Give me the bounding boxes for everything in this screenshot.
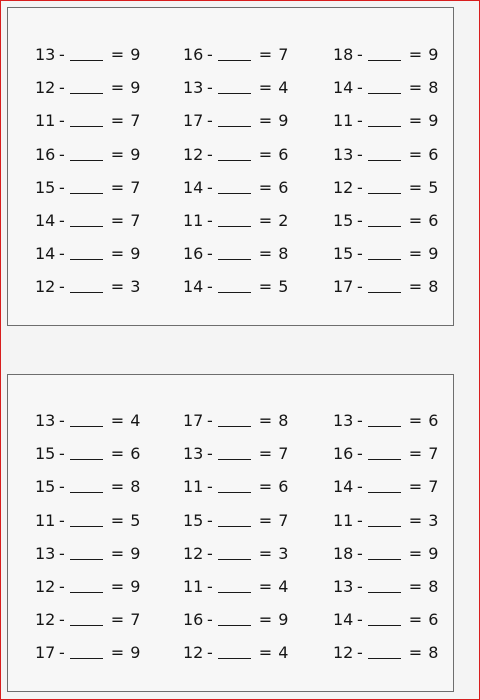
minuend: 17 — [183, 111, 204, 131]
answer-blank[interactable] — [368, 608, 401, 626]
subtraction-problem — [333, 275, 438, 299]
subtraction-problem — [333, 475, 438, 499]
result: 7 — [428, 444, 439, 464]
equals-sign: = — [408, 177, 423, 197]
minuend: 12 — [333, 643, 354, 663]
result: 6 — [428, 411, 439, 430]
answer-blank[interactable] — [368, 76, 401, 94]
answer-blank[interactable] — [368, 209, 401, 227]
answer-blank[interactable] — [218, 109, 251, 127]
minus-sign: - — [59, 78, 65, 98]
answer-blank[interactable] — [218, 641, 251, 659]
equals-sign: = — [258, 643, 273, 663]
result: 9 — [428, 45, 439, 64]
minus-sign: - — [357, 477, 363, 497]
answer-blank[interactable] — [218, 143, 251, 161]
result: 6 — [278, 177, 289, 197]
answer-blank[interactable] — [368, 442, 401, 460]
result: 7 — [130, 177, 141, 197]
result: 3 — [278, 543, 289, 563]
minus-sign: - — [357, 610, 363, 630]
minuend: 15 — [35, 477, 56, 497]
minuend: 16 — [183, 45, 204, 64]
minuend: 15 — [333, 244, 354, 264]
result: 8 — [428, 277, 439, 297]
answer-blank[interactable] — [368, 475, 401, 493]
subtraction-problem — [35, 176, 140, 200]
minus-sign: - — [59, 643, 65, 663]
minuend: 14 — [183, 277, 204, 297]
equals-sign: = — [408, 411, 423, 430]
minuend: 12 — [35, 577, 56, 596]
equals-sign: = — [110, 577, 125, 596]
result: 7 — [130, 211, 141, 230]
subtraction-problem — [183, 242, 288, 266]
equals-sign: = — [408, 244, 423, 264]
answer-blank[interactable] — [70, 109, 103, 127]
result: 9 — [130, 45, 141, 64]
minus-sign: - — [59, 111, 65, 131]
minuend: 12 — [35, 277, 56, 297]
minuend: 15 — [333, 211, 354, 230]
subtraction-problem — [183, 76, 288, 100]
subtraction-problem — [35, 542, 140, 566]
subtraction-problem — [35, 76, 140, 100]
minuend: 17 — [35, 643, 56, 663]
minuend: 11 — [183, 211, 204, 230]
result: 6 — [428, 144, 439, 164]
equals-sign: = — [110, 211, 125, 230]
result: 8 — [428, 577, 439, 596]
minus-sign: - — [207, 277, 213, 297]
result: 9 — [428, 111, 439, 131]
equals-sign: = — [408, 277, 423, 297]
answer-blank[interactable] — [218, 43, 251, 61]
subtraction-problem — [333, 43, 438, 67]
subtraction-problem — [183, 43, 288, 67]
subtraction-problem — [35, 442, 140, 466]
minuend: 16 — [183, 244, 204, 264]
minus-sign: - — [59, 411, 65, 430]
equals-sign: = — [258, 477, 273, 497]
result: 9 — [428, 244, 439, 264]
worksheet-section-1 — [7, 7, 454, 326]
result: 9 — [130, 643, 141, 663]
answer-blank[interactable] — [70, 209, 103, 227]
answer-blank[interactable] — [70, 608, 103, 626]
minuend: 14 — [333, 477, 354, 497]
equals-sign: = — [258, 543, 273, 563]
worksheet-section-2 — [7, 374, 454, 692]
result: 4 — [130, 411, 141, 430]
answer-blank[interactable] — [368, 509, 401, 527]
subtraction-problem — [35, 209, 140, 233]
equals-sign: = — [258, 144, 273, 164]
minus-sign: - — [357, 78, 363, 98]
minus-sign: - — [207, 45, 213, 64]
subtraction-problem — [183, 143, 288, 167]
minuend: 11 — [35, 111, 56, 131]
subtraction-problem — [183, 509, 288, 533]
result: 9 — [130, 78, 141, 98]
minuend: 17 — [333, 277, 354, 297]
answer-blank[interactable] — [368, 641, 401, 659]
minus-sign: - — [357, 444, 363, 464]
minuend: 13 — [35, 45, 56, 64]
answer-blank[interactable] — [218, 275, 251, 293]
minuend: 12 — [183, 543, 204, 563]
equals-sign: = — [408, 477, 423, 497]
minus-sign: - — [357, 510, 363, 530]
minuend: 11 — [35, 510, 56, 530]
minuend: 13 — [35, 411, 56, 430]
answer-blank[interactable] — [70, 575, 103, 593]
equals-sign: = — [408, 610, 423, 630]
equals-sign: = — [258, 45, 273, 64]
equals-sign: = — [110, 477, 125, 497]
equals-sign: = — [408, 577, 423, 596]
minuend: 11 — [183, 577, 204, 596]
equals-sign: = — [110, 244, 125, 264]
equals-sign: = — [110, 543, 125, 563]
result: 6 — [428, 211, 439, 230]
equals-sign: = — [408, 144, 423, 164]
minuend: 14 — [333, 610, 354, 630]
minus-sign: - — [357, 577, 363, 596]
minus-sign: - — [207, 643, 213, 663]
subtraction-problem — [183, 641, 288, 665]
subtraction-problem — [333, 641, 438, 665]
minuend: 12 — [333, 177, 354, 197]
subtraction-problem — [333, 509, 438, 533]
equals-sign: = — [258, 577, 273, 596]
equals-sign: = — [258, 111, 273, 131]
result: 4 — [278, 78, 289, 98]
result: 5 — [130, 510, 141, 530]
answer-blank[interactable] — [70, 176, 103, 194]
subtraction-problem — [333, 542, 438, 566]
minuend: 13 — [333, 577, 354, 596]
result: 3 — [130, 277, 141, 297]
minus-sign: - — [207, 78, 213, 98]
minuend: 12 — [183, 643, 204, 663]
minuend: 13 — [35, 543, 56, 563]
minuend: 12 — [183, 144, 204, 164]
equals-sign: = — [258, 411, 273, 430]
minus-sign: - — [207, 477, 213, 497]
answer-blank[interactable] — [70, 442, 103, 460]
subtraction-problem — [35, 242, 140, 266]
minus-sign: - — [59, 211, 65, 230]
answer-blank[interactable] — [218, 475, 251, 493]
equals-sign: = — [110, 610, 125, 630]
answer-blank[interactable] — [368, 176, 401, 194]
equals-sign: = — [408, 45, 423, 64]
subtraction-problem — [333, 109, 438, 133]
result: 4 — [278, 577, 289, 596]
answer-blank[interactable] — [218, 209, 251, 227]
minus-sign: - — [357, 543, 363, 563]
minus-sign: - — [207, 610, 213, 630]
subtraction-problem — [183, 409, 288, 433]
answer-blank[interactable] — [368, 109, 401, 127]
minus-sign: - — [207, 111, 213, 131]
result: 9 — [130, 577, 141, 596]
result: 8 — [278, 244, 289, 264]
subtraction-problem — [183, 542, 288, 566]
subtraction-problem — [35, 143, 140, 167]
minus-sign: - — [59, 144, 65, 164]
equals-sign: = — [408, 111, 423, 131]
answer-blank[interactable] — [70, 275, 103, 293]
equals-sign: = — [258, 510, 273, 530]
answer-blank[interactable] — [70, 641, 103, 659]
equals-sign: = — [408, 643, 423, 663]
minuend: 14 — [35, 211, 56, 230]
minuend: 15 — [35, 177, 56, 197]
minuend: 16 — [35, 144, 56, 164]
subtraction-problem — [183, 176, 288, 200]
minus-sign: - — [59, 543, 65, 563]
minuend: 17 — [183, 411, 204, 430]
result: 2 — [278, 211, 289, 230]
subtraction-problem — [183, 109, 288, 133]
subtraction-problem — [333, 608, 438, 632]
equals-sign: = — [258, 244, 273, 264]
equals-sign: = — [258, 610, 273, 630]
subtraction-problem — [35, 43, 140, 67]
result: 6 — [130, 444, 141, 464]
minuend: 11 — [183, 477, 204, 497]
result: 8 — [428, 78, 439, 98]
minus-sign: - — [207, 211, 213, 230]
minus-sign: - — [59, 477, 65, 497]
subtraction-problem — [183, 475, 288, 499]
result: 8 — [428, 643, 439, 663]
subtraction-problem — [183, 275, 288, 299]
answer-blank[interactable] — [70, 43, 103, 61]
minuend: 13 — [333, 411, 354, 430]
minus-sign: - — [357, 277, 363, 297]
answer-blank[interactable] — [218, 242, 251, 260]
equals-sign: = — [408, 211, 423, 230]
equals-sign: = — [110, 643, 125, 663]
answer-blank[interactable] — [70, 509, 103, 527]
subtraction-problem — [35, 608, 140, 632]
result: 7 — [278, 444, 289, 464]
minuend: 11 — [333, 111, 354, 131]
minuend: 13 — [183, 444, 204, 464]
subtraction-problem — [333, 176, 438, 200]
result: 9 — [130, 244, 141, 264]
answer-blank[interactable] — [368, 275, 401, 293]
subtraction-problem — [333, 76, 438, 100]
equals-sign: = — [408, 78, 423, 98]
equals-sign: = — [258, 177, 273, 197]
result: 6 — [428, 610, 439, 630]
subtraction-problem — [333, 442, 438, 466]
result: 5 — [428, 177, 439, 197]
minuend: 14 — [183, 177, 204, 197]
result: 7 — [278, 45, 289, 64]
result: 6 — [278, 477, 289, 497]
subtraction-problem — [35, 475, 140, 499]
subtraction-problem — [183, 442, 288, 466]
equals-sign: = — [110, 78, 125, 98]
minuend: 18 — [333, 45, 354, 64]
result: 8 — [130, 477, 141, 497]
answer-blank[interactable] — [70, 475, 103, 493]
answer-blank[interactable] — [70, 76, 103, 94]
minuend: 18 — [333, 543, 354, 563]
minus-sign: - — [59, 610, 65, 630]
minus-sign: - — [357, 144, 363, 164]
answer-blank[interactable] — [368, 43, 401, 61]
answer-blank[interactable] — [218, 608, 251, 626]
equals-sign: = — [110, 45, 125, 64]
equals-sign: = — [110, 510, 125, 530]
minuend: 13 — [183, 78, 204, 98]
equals-sign: = — [110, 144, 125, 164]
result: 9 — [428, 543, 439, 563]
minus-sign: - — [207, 244, 213, 264]
subtraction-problem — [333, 143, 438, 167]
minuend: 16 — [183, 610, 204, 630]
result: 9 — [278, 610, 289, 630]
equals-sign: = — [110, 277, 125, 297]
subtraction-problem — [183, 608, 288, 632]
subtraction-problem — [333, 575, 438, 599]
minus-sign: - — [207, 510, 213, 530]
minuend: 12 — [35, 78, 56, 98]
answer-blank[interactable] — [218, 442, 251, 460]
minuend: 14 — [35, 244, 56, 264]
minus-sign: - — [207, 144, 213, 164]
equals-sign: = — [258, 211, 273, 230]
subtraction-problem — [35, 509, 140, 533]
minuend: 13 — [333, 144, 354, 164]
result: 9 — [130, 543, 141, 563]
result: 7 — [130, 111, 141, 131]
answer-blank[interactable] — [70, 143, 103, 161]
equals-sign: = — [408, 510, 423, 530]
subtraction-problem — [35, 275, 140, 299]
subtraction-problem — [333, 242, 438, 266]
answer-blank[interactable] — [70, 242, 103, 260]
minus-sign: - — [357, 45, 363, 64]
answer-blank[interactable] — [218, 409, 251, 427]
subtraction-problem — [183, 575, 288, 599]
minus-sign: - — [207, 577, 213, 596]
equals-sign: = — [110, 111, 125, 131]
subtraction-problem — [35, 575, 140, 599]
minus-sign: - — [59, 444, 65, 464]
minus-sign: - — [59, 244, 65, 264]
answer-blank[interactable] — [218, 76, 251, 94]
answer-blank[interactable] — [218, 575, 251, 593]
subtraction-problem — [333, 409, 438, 433]
result: 9 — [278, 111, 289, 131]
answer-blank[interactable] — [70, 542, 103, 560]
minus-sign: - — [357, 411, 363, 430]
answer-blank[interactable] — [368, 409, 401, 427]
minus-sign: - — [59, 577, 65, 596]
result: 3 — [428, 510, 439, 530]
minus-sign: - — [357, 177, 363, 197]
result: 7 — [428, 477, 439, 497]
equals-sign: = — [110, 177, 125, 197]
answer-blank[interactable] — [218, 542, 251, 560]
equals-sign: = — [110, 411, 125, 430]
minus-sign: - — [207, 411, 213, 430]
minus-sign: - — [357, 111, 363, 131]
minuend: 15 — [183, 510, 204, 530]
subtraction-problem — [183, 209, 288, 233]
minus-sign: - — [207, 177, 213, 197]
equals-sign: = — [408, 543, 423, 563]
minuend: 14 — [333, 78, 354, 98]
result: 9 — [130, 144, 141, 164]
result: 6 — [278, 144, 289, 164]
minus-sign: - — [59, 45, 65, 64]
equals-sign: = — [110, 444, 125, 464]
result: 5 — [278, 277, 289, 297]
minuend: 12 — [35, 610, 56, 630]
equals-sign: = — [408, 444, 423, 464]
minus-sign: - — [59, 177, 65, 197]
answer-blank[interactable] — [368, 242, 401, 260]
answer-blank[interactable] — [218, 509, 251, 527]
subtraction-problem — [35, 409, 140, 433]
equals-sign: = — [258, 78, 273, 98]
minus-sign: - — [357, 643, 363, 663]
subtraction-problem — [35, 109, 140, 133]
minus-sign: - — [357, 211, 363, 230]
result: 8 — [278, 411, 289, 430]
answer-blank[interactable] — [218, 176, 251, 194]
result: 7 — [278, 510, 289, 530]
result: 4 — [278, 643, 289, 663]
subtraction-problem — [333, 209, 438, 233]
minus-sign: - — [207, 444, 213, 464]
answer-blank[interactable] — [70, 409, 103, 427]
answer-blank[interactable] — [368, 542, 401, 560]
subtraction-problem — [35, 641, 140, 665]
minuend: 11 — [333, 510, 354, 530]
minus-sign: - — [207, 543, 213, 563]
equals-sign: = — [258, 444, 273, 464]
equals-sign: = — [258, 277, 273, 297]
minus-sign: - — [357, 244, 363, 264]
answer-blank[interactable] — [368, 575, 401, 593]
result: 7 — [130, 610, 141, 630]
minus-sign: - — [59, 277, 65, 297]
answer-blank[interactable] — [368, 143, 401, 161]
minuend: 15 — [35, 444, 56, 464]
minuend: 16 — [333, 444, 354, 464]
minus-sign: - — [59, 510, 65, 530]
